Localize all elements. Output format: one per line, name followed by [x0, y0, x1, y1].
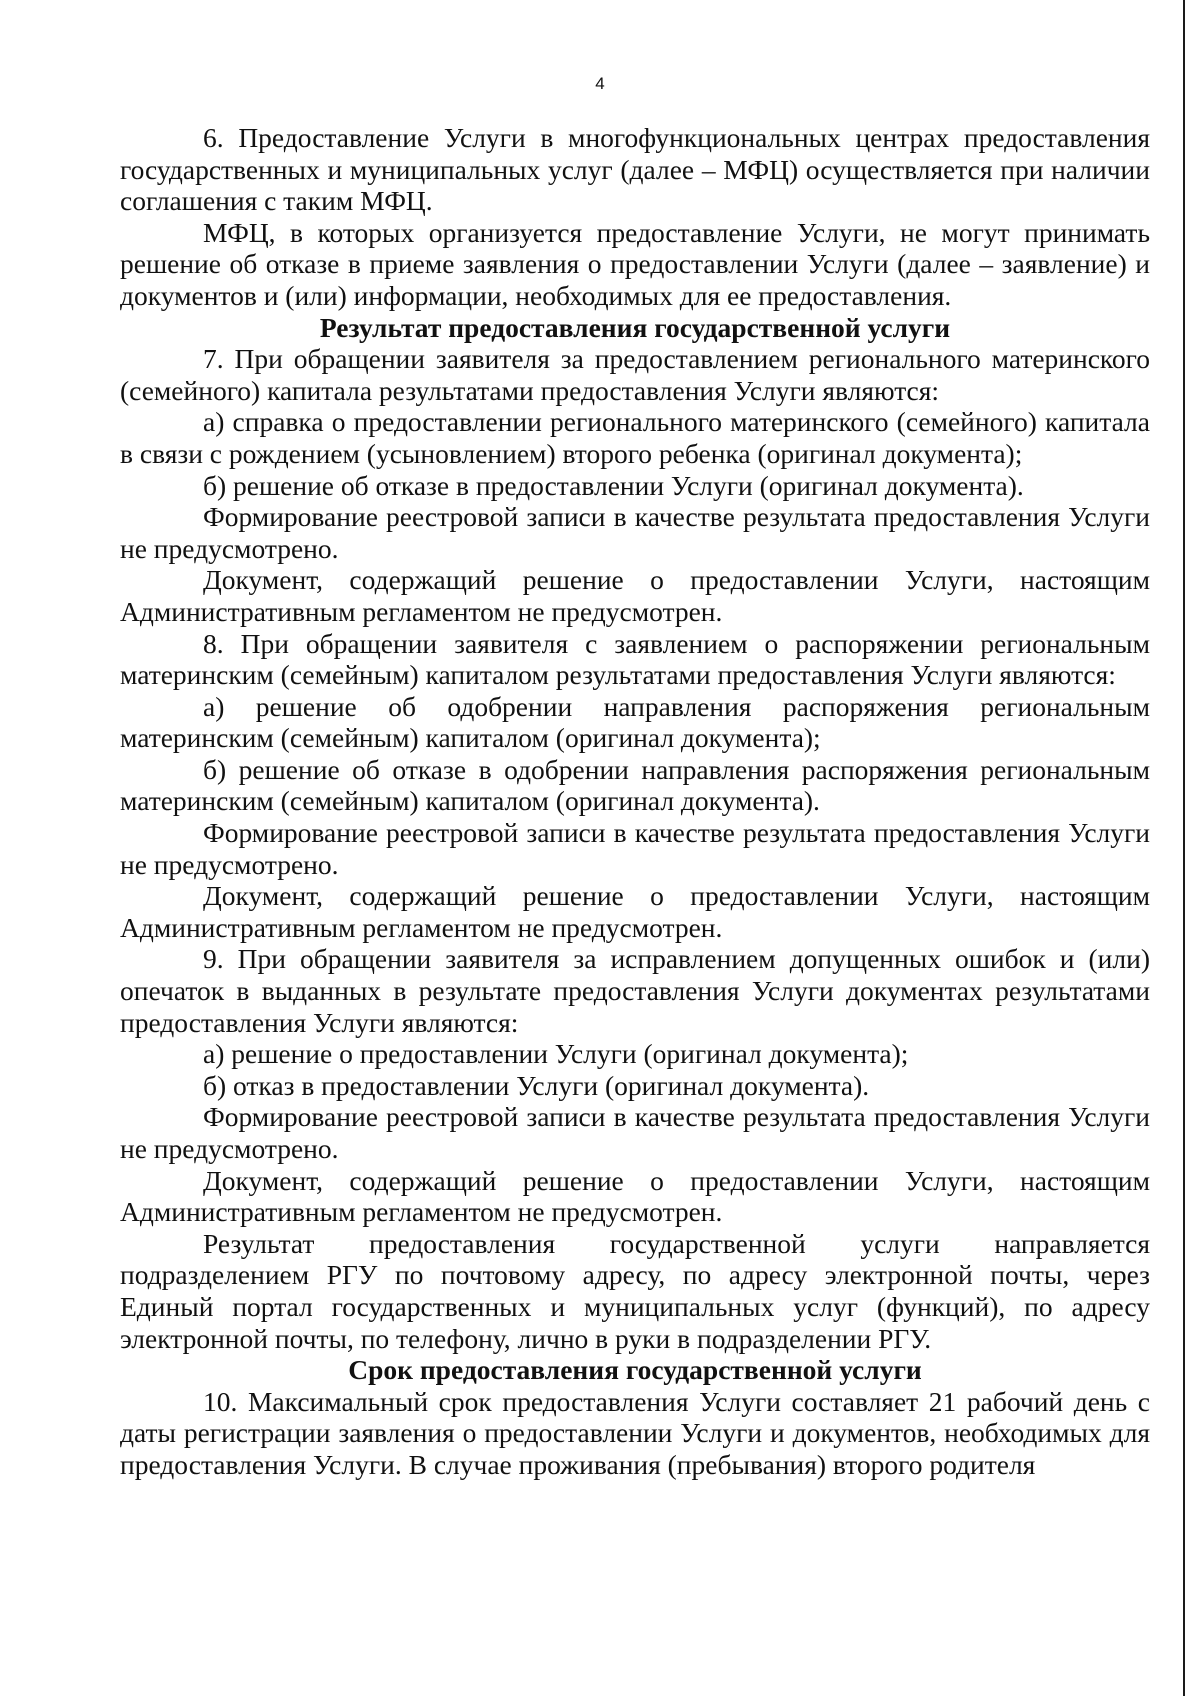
paragraph-9a: а) решение о предоставлении Услуги (оригинал документа); [203, 1038, 909, 1070]
document-body [120, 122, 1150, 1481]
page-edge-line [1183, 0, 1185, 1696]
paragraph-result-delivery: Результат предоставления государственной услуги направляется подразделением РГУ по почтовому адресу, по адресу электронной почты, через Единый портал государственных и муниципальных услуг (функций), по адресу электронной почты, по телефону, лично в руки в подразделении РГУ. [120, 1227, 1150, 1354]
paragraph-document-3: Документ, содержащий решение о предоставлении Услуги, настоящим Административным регламентом не предусмотрен. [120, 1164, 1150, 1228]
paragraph-registry-2: Формирование реестровой записи в качестве результата предоставления Услуги не предусмотрено. [120, 817, 1150, 880]
paragraph-7b: б) решение об отказе в предоставлении Услуги (оригинал документа). [203, 469, 1024, 501]
paragraph-10: 10. Максимальный срок предоставления Услуги составляет 21 рабочий день с даты регистрации заявления о предоставлении Услуги и документов, необходимых для предоставления Услуги. В случае проживания (пребывания) второго родителя [120, 1385, 1150, 1480]
paragraph-7: 7. При обращении заявителя за предоставлением регионального материнского (семейного) капитала результатами предоставления Услуги являются: [120, 343, 1150, 406]
paragraph-8b: б) решение об отказе в одобрении направления распоряжения региональным материнским (семейным) капиталом (оригинал документа). [120, 753, 1150, 817]
paragraph-7a: а) справка о предоставлении регионального материнского (семейного) капитала в связи с рождением (усыновлением) второго ребенка (оригинал документа); [120, 406, 1150, 469]
section-heading-result: Результат предоставления государственной услуги [319, 311, 951, 343]
paragraph-9b: б) отказ в предоставлении Услуги (оригинал документа). [203, 1069, 870, 1101]
page-number: 4 [595, 74, 605, 93]
paragraph-6: 6. Предоставление Услуги в многофункциональных центрах предоставления государственных и муниципальных услуг (далее – МФЦ) осуществляется при наличии соглашения с таким МФЦ. [120, 122, 1150, 217]
section-heading-term: Срок предоставления государственной услуги [348, 1354, 922, 1386]
paragraph-document-2: Документ, содержащий решение о предоставлении Услуги, настоящим Административным регламентом не предусмотрен. [120, 880, 1150, 943]
paragraph-8a: а) решение об одобрении направления распоряжения региональным материнским (семейным) капиталом (оригинал документа); [120, 690, 1150, 754]
paragraph-registry-1: Формирование реестровой записи в качестве результата предоставления Услуги не предусмотрено. [120, 501, 1150, 564]
paragraph-8: 8. При обращении заявителя с заявлением о распоряжении региональным материнским (семейным) капиталом результатами предоставления Услуги являются: [120, 627, 1150, 691]
paragraph-document-1: Документ, содержащий решение о предоставлении Услуги, настоящим Административным регламентом не предусмотрен. [120, 564, 1150, 627]
paragraph-mfc: МФЦ, в которых организуется предоставление Услуги, не могут принимать решение об отказе в приеме заявления о предоставлении Услуги (далее – заявление) и документов и (или) информации, необходимых для ее предоставления. [120, 216, 1150, 311]
paragraph-registry-3: Формирование реестровой записи в качестве результата предоставления Услуги не предусмотрено. [120, 1101, 1150, 1164]
paragraph-9: 9. При обращении заявителя за исправлением допущенных ошибок и (или) опечаток в выданных в результате предоставления Услуги документах результатами предоставления Услуги являются: [120, 943, 1150, 1038]
